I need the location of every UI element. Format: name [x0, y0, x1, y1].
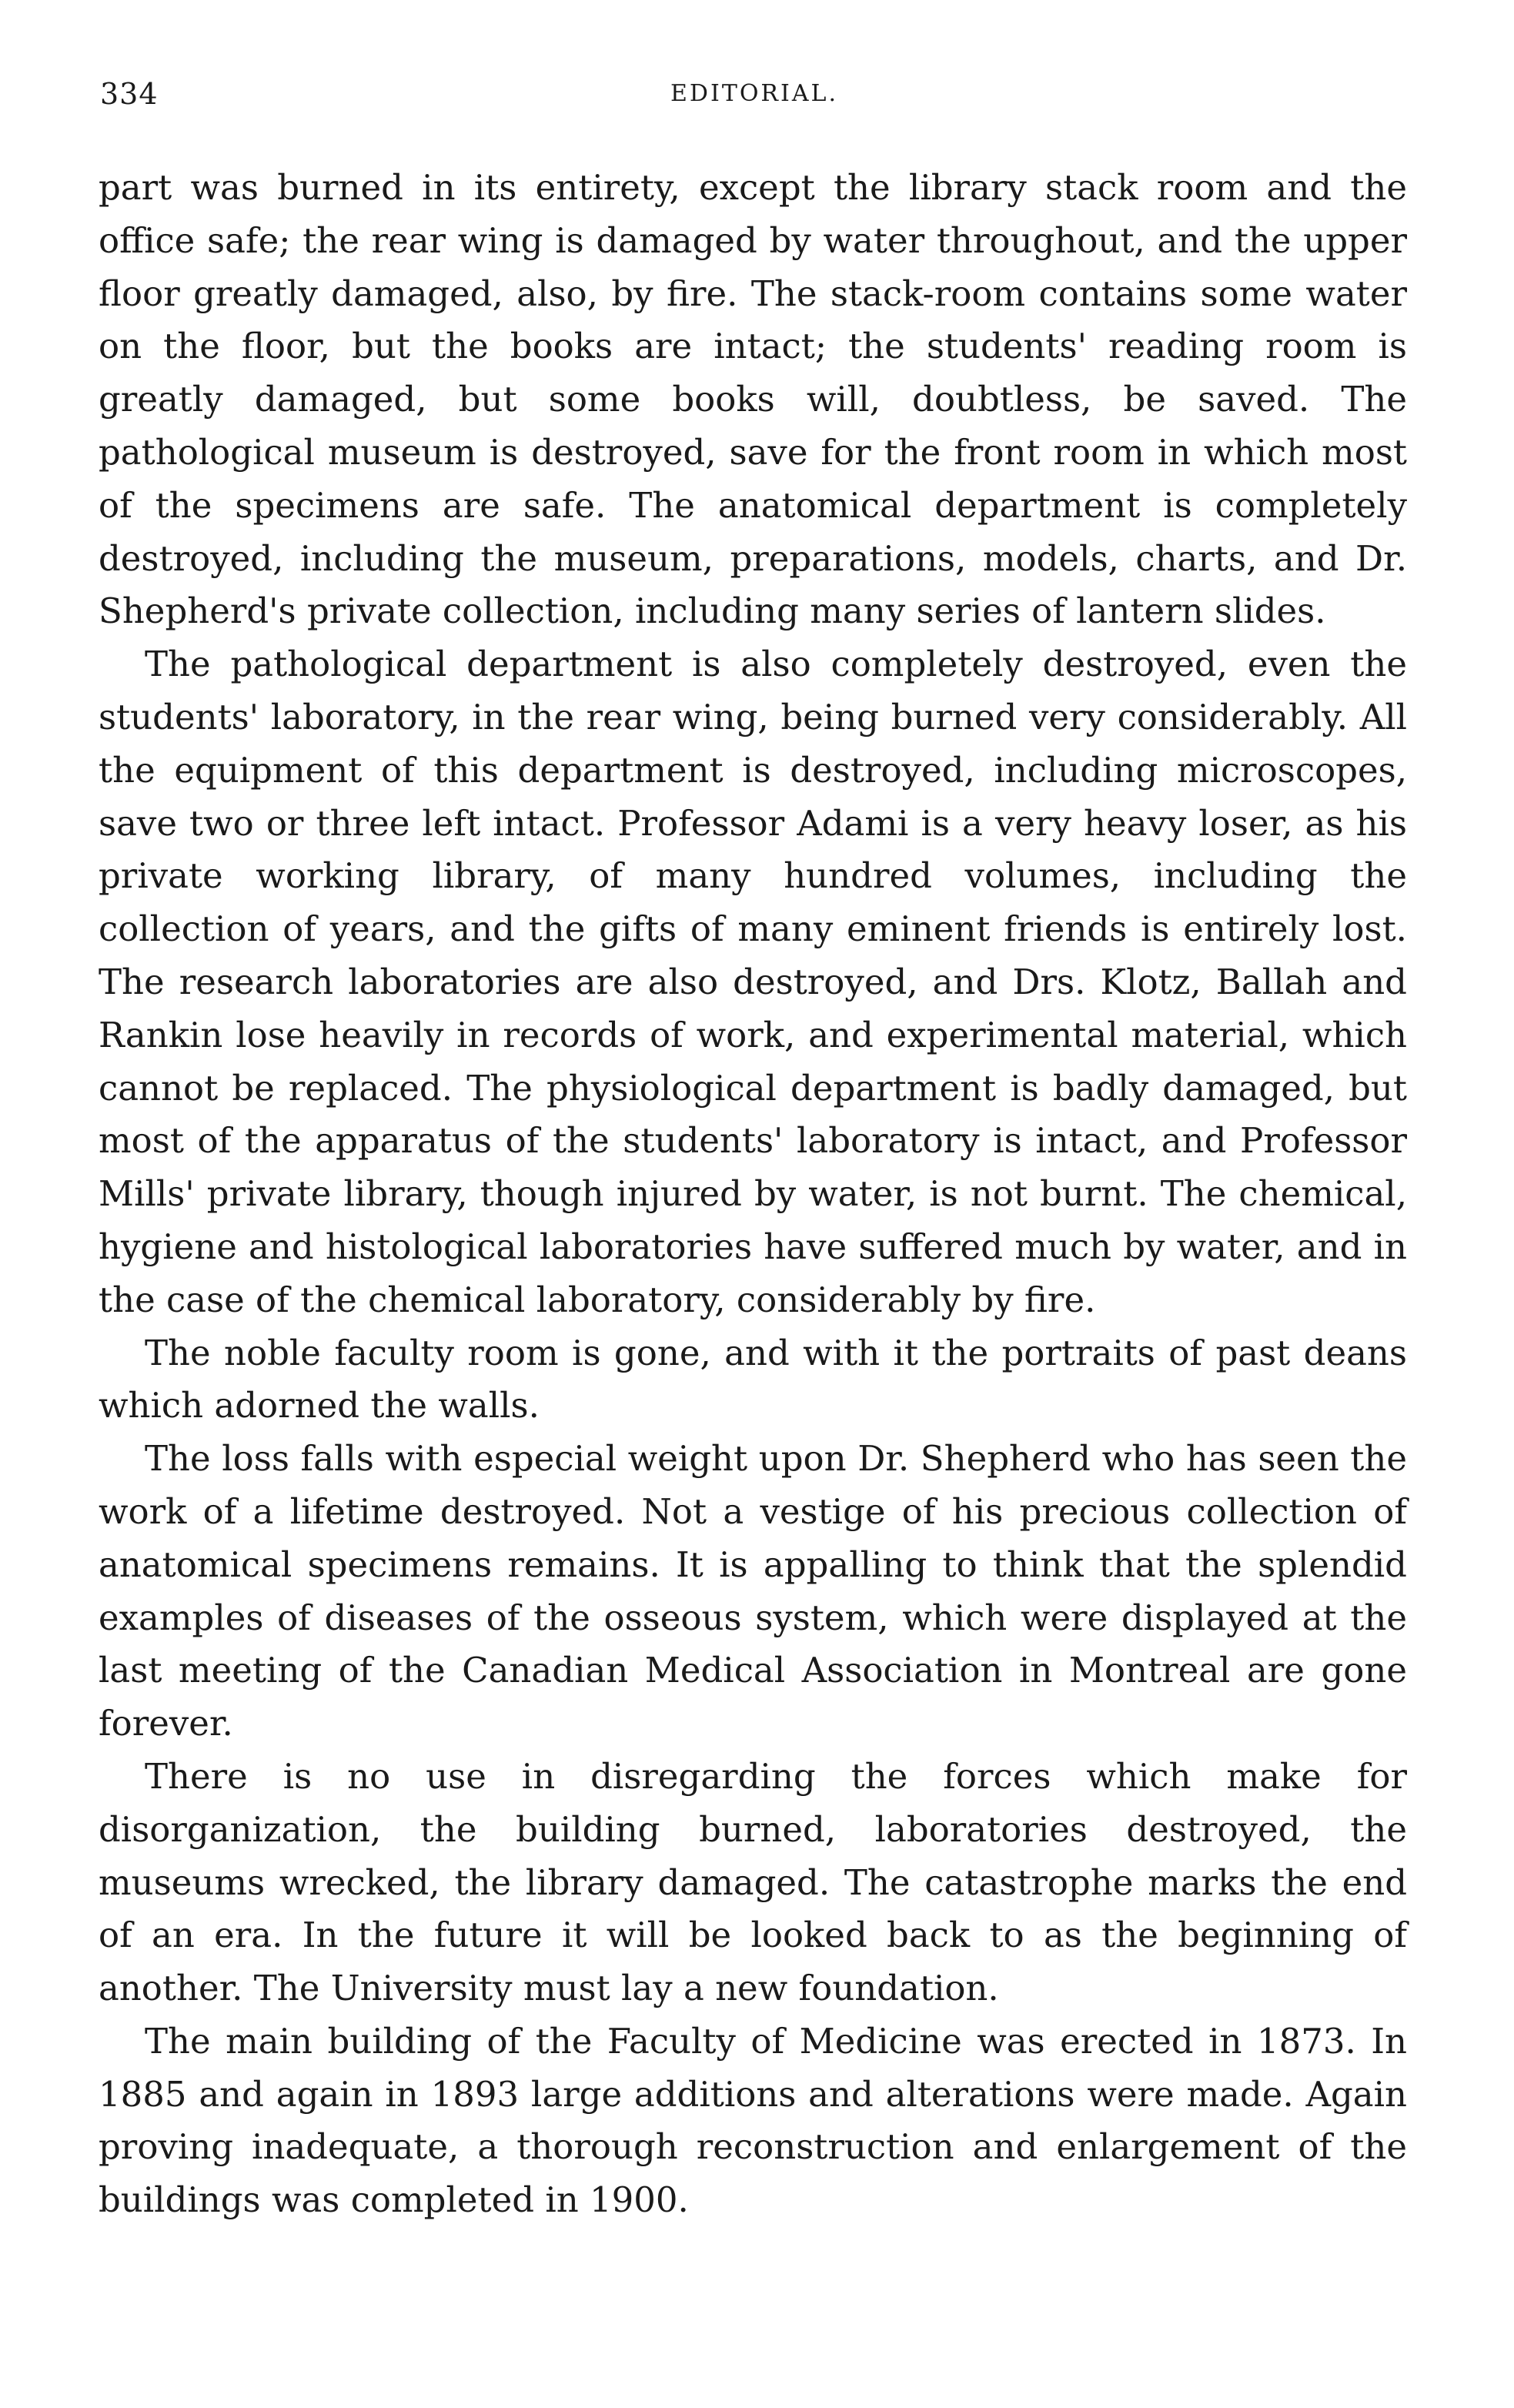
paragraph: The main building of the Faculty of Medicine was erected in 1873. In 1885 and again in 1893 large additions and alterations were made. Again proving inadequate, a thorough reconstruction and enlargement of the buildings was completed in 1900. [99, 2020, 1407, 2221]
page-number: 334 [100, 77, 159, 111]
paragraph: The loss falls with especial weight upon Dr. Shepherd who has seen the work of a lifetime destroyed. Not a vestige of his precious collection of anatomical specimens remains. It is appalling to think that the splendid examples of diseases of the osseous system, which were displayed at the last meeting of the Canadian Medical Association in Montreal are gone forever. [99, 1438, 1407, 1744]
running-head: EDITORIAL. [670, 80, 838, 107]
article-body [99, 162, 1407, 2227]
paragraph-continued: part was burned in its entirety, except the library stack room and the office safe; the rear wing is damaged by water throughout, and the upper floor greatly damaged, also, by fire. The stack-room contains some water on the floor, but the books are intact; the students' reading room is greatly damaged, but some books will, doubtless, be saved. The pathological museum is destroyed, save for the front room in which most of the specimens are safe. The anatomical department is completely destroyed, including the museum, preparations, models, charts, and Dr. Shepherd's private collection, including many series of lantern slides. [99, 167, 1407, 632]
paragraph: The pathological department is also completely destroyed, even the students' laboratory, in the rear wing, being burned very considerably. All the equipment of this department is destroyed, including microscopes, save two or three left intact. Professor Adami is a very heavy loser, as his private working library, of many hundred volumes, including the collection of years, and the gifts of many eminent friends is entirely lost. The research laboratories are also destroyed, and Drs. Klotz, Ballah and Rankin lose heavily in records of work, and experimental material, which cannot be replaced. The physiological department is badly damaged, but most of the apparatus of the students' laboratory is intact, and Professor Mills' private library, though injured by water, is not burnt. The chemical, hygiene and histological laboratories have suffered much by water, and in the case of the chemical laboratory, considerably by fire. [99, 644, 1407, 1320]
paragraph: The noble faculty room is gone, and with it the portraits of past deans which adorned the walls. [99, 1332, 1407, 1426]
paragraph: There is no use in disregarding the forces which make for disorganization, the building burned, laboratories destroyed, the museums wrecked, the library damaged. The catastrophe marks the end of an era. In the future it will be looked back to as the beginning of another. The University must lay a new foundation. [99, 1755, 1407, 2009]
page-header [100, 77, 1409, 123]
